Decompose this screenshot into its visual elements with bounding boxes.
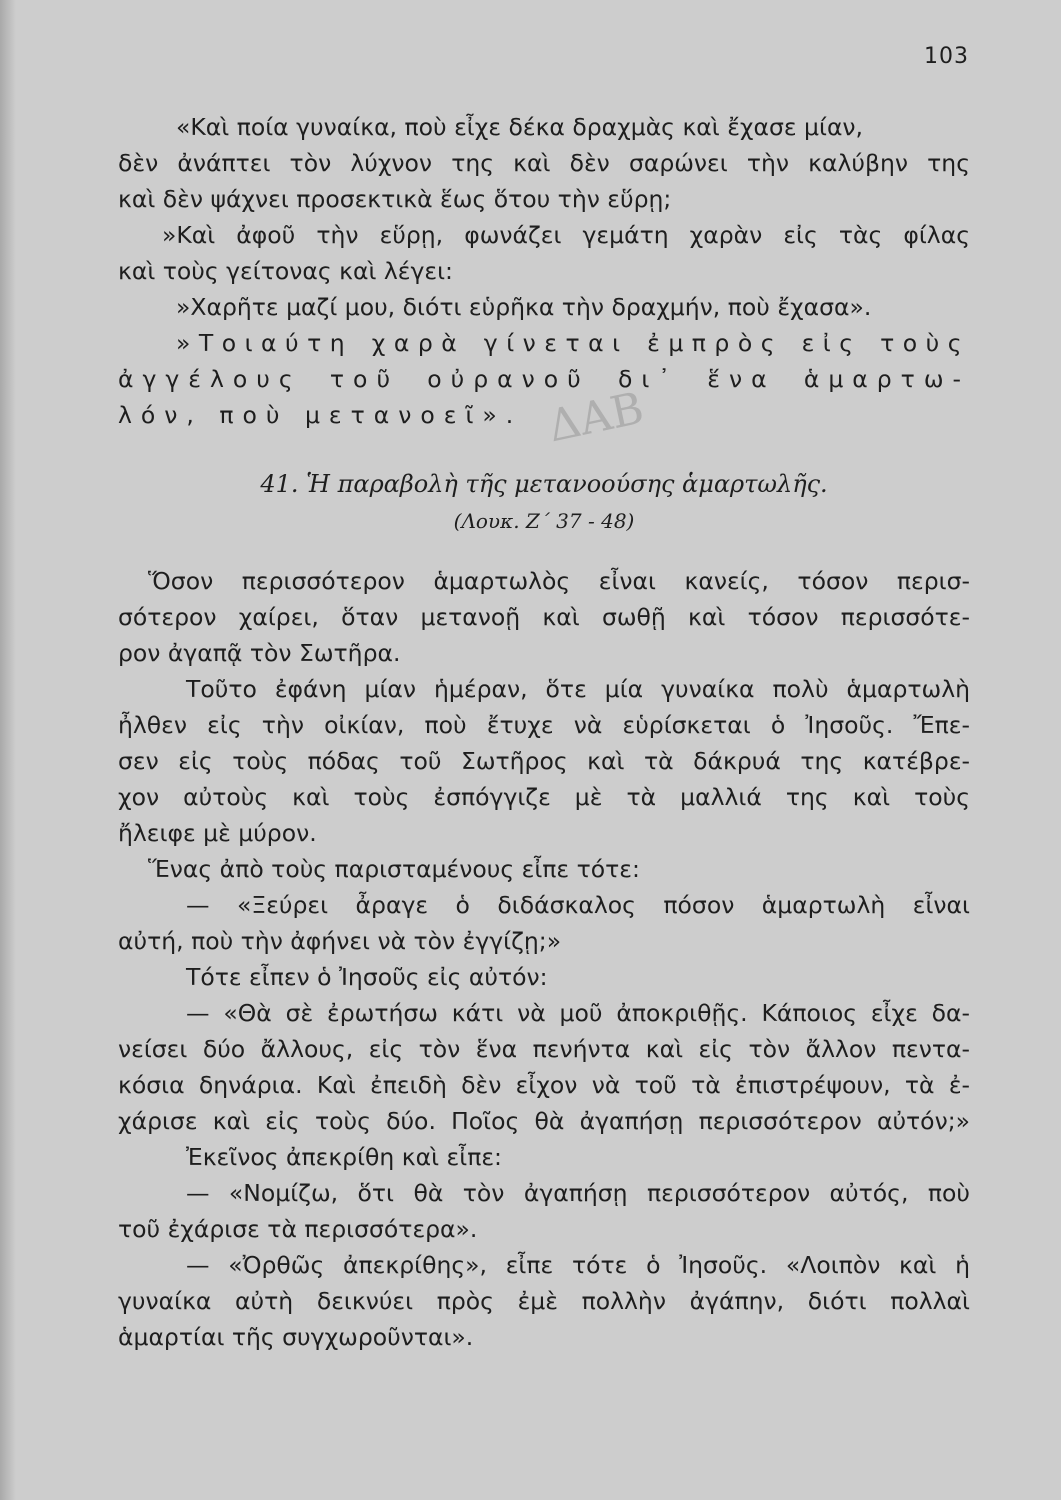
text-line: ἤλειφε μὲ μύρον. (118, 819, 317, 847)
text-line: »Καὶ ἀφοῦ τὴν εὕρῃ, φωνάζει γεμάτη χαρὰν εἰς τὰς φίλας (162, 221, 970, 249)
page-number: 103 (924, 44, 969, 69)
text-line: »Χαρῆτε μαζί μου, διότι εὑρῆκα τὴν δραχμήν, ποὺ ἔχασα». (176, 293, 872, 321)
section-reference: (Λουκ. Ζ´ 37 - 48) (453, 509, 635, 533)
text-line: σότερον χαίρει, ὅταν μετανοῇ καὶ σωθῇ καὶ τόσον περισσότε- (118, 603, 970, 631)
text-line: καὶ δὲν ψάχνει προσεκτικὰ ἕως ὅτου τὴν εὕρῃ; (118, 185, 672, 213)
text-line: χάρισε καὶ εἰς τοὺς δύο. Ποῖος θὰ ἀγαπήσῃ περισσότερον αὐτόν;» (118, 1107, 970, 1135)
text-line: «Καὶ ποία γυναίκα, ποὺ εἶχε δέκα δραχμὰς καὶ ἔχασε μίαν, (176, 113, 864, 141)
handwritten-mark: ΔΑΒ (543, 382, 649, 453)
text-line: ρον ἀγαπᾷ τὸν Σωτῆρα. (118, 639, 401, 667)
text-line: — «Νομίζω, ὅτι θὰ τὸν ἀγαπήσῃ περισσότερον αὐτός, ποὺ (186, 1179, 970, 1207)
text-line: λόν, ποὺ μετανοεῖ». (118, 401, 523, 429)
text-line: Ὅσον περισσότερον ἁμαρτωλὸς εἶναι κανείς, τόσον περισ- (148, 567, 970, 595)
text-line: ἁμαρτίαι τῆς συγχωροῦνται». (118, 1323, 474, 1351)
text-line: σεν εἰς τοὺς πόδας τοῦ Σωτῆρος καὶ τὰ δάκρυά της κατέβρε- (118, 747, 970, 775)
text-line: γυναίκα αὐτὴ δεικνύει πρὸς ἐμὲ πολλὴν ἀγάπην, διότι πολλαὶ (118, 1287, 970, 1315)
text-line: — «Ὀρθῶς ἀπεκρίθης», εἶπε τότε ὁ Ἰησοῦς. «Λοιπὸν καὶ ἡ (186, 1251, 970, 1279)
text-line: τοῦ ἐχάρισε τὰ περισσότερα». (118, 1215, 478, 1243)
text-line: κόσια δηνάρια. Καὶ ἐπειδὴ δὲν εἶχον νὰ τοῦ τὰ ἐπιστρέψουν, τὰ ἐ- (118, 1071, 970, 1099)
text-line: Τοῦτο ἐφάνη μίαν ἡμέραν, ὅτε μία γυναίκα πολὺ ἁμαρτωλὴ (186, 675, 970, 703)
text-line: Ἕνας ἀπὸ τοὺς παρισταμένους εἶπε τότε: (148, 855, 640, 883)
text-line: νείσει δύο ἄλλους, εἰς τὸν ἕνα πενήντα καὶ εἰς τὸν ἄλλον πεντα- (118, 1035, 970, 1063)
text-line: — «Θὰ σὲ ἐρωτήσω κάτι νὰ μοῦ ἀποκριθῇς. Κάποιος εἶχε δα- (186, 999, 970, 1027)
text-line: χον αὐτοὺς καὶ τοὺς ἐσπόγγιζε μὲ τὰ μαλλιά της καὶ τοὺς (118, 783, 970, 811)
text-line: — «Ξεύρει ἆραγε ὁ διδάσκαλος πόσον ἁμαρτωλὴ εἶναι (186, 891, 970, 919)
text-line: δὲν ἀνάπτει τὸν λύχνον της καὶ δὲν σαρώνει τὴν καλύβην της (118, 149, 970, 177)
text-line: αὐτή, ποὺ τὴν ἀφήνει νὰ τὸν ἐγγίζῃ;» (118, 927, 562, 955)
text-line: καὶ τοὺς γείτονας καὶ λέγει: (118, 257, 453, 285)
text-line: ἀγγέλους τοῦ οὐρανοῦ δι᾽ ἕνα ἁμαρτω- (118, 365, 970, 393)
text-line: Τότε εἶπεν ὁ Ἰησοῦς εἰς αὐτόν: (186, 963, 548, 991)
text-line: »Τοιαύτη χαρὰ γίνεται ἐμπρὸς εἰς τοὺς (176, 329, 970, 357)
text-line: ἦλθεν εἰς τὴν οἰκίαν, ποὺ ἔτυχε νὰ εὑρίσκεται ὁ Ἰησοῦς. Ἔπε- (118, 711, 970, 739)
section-title: 41. Ἡ παραβολὴ τῆς μετανοούσης ἁμαρτωλῆς. (260, 470, 828, 498)
page-binding-shadow (0, 0, 16, 1500)
text-line: Ἐκεῖνος ἀπεκρίθη καὶ εἶπε: (186, 1143, 502, 1171)
